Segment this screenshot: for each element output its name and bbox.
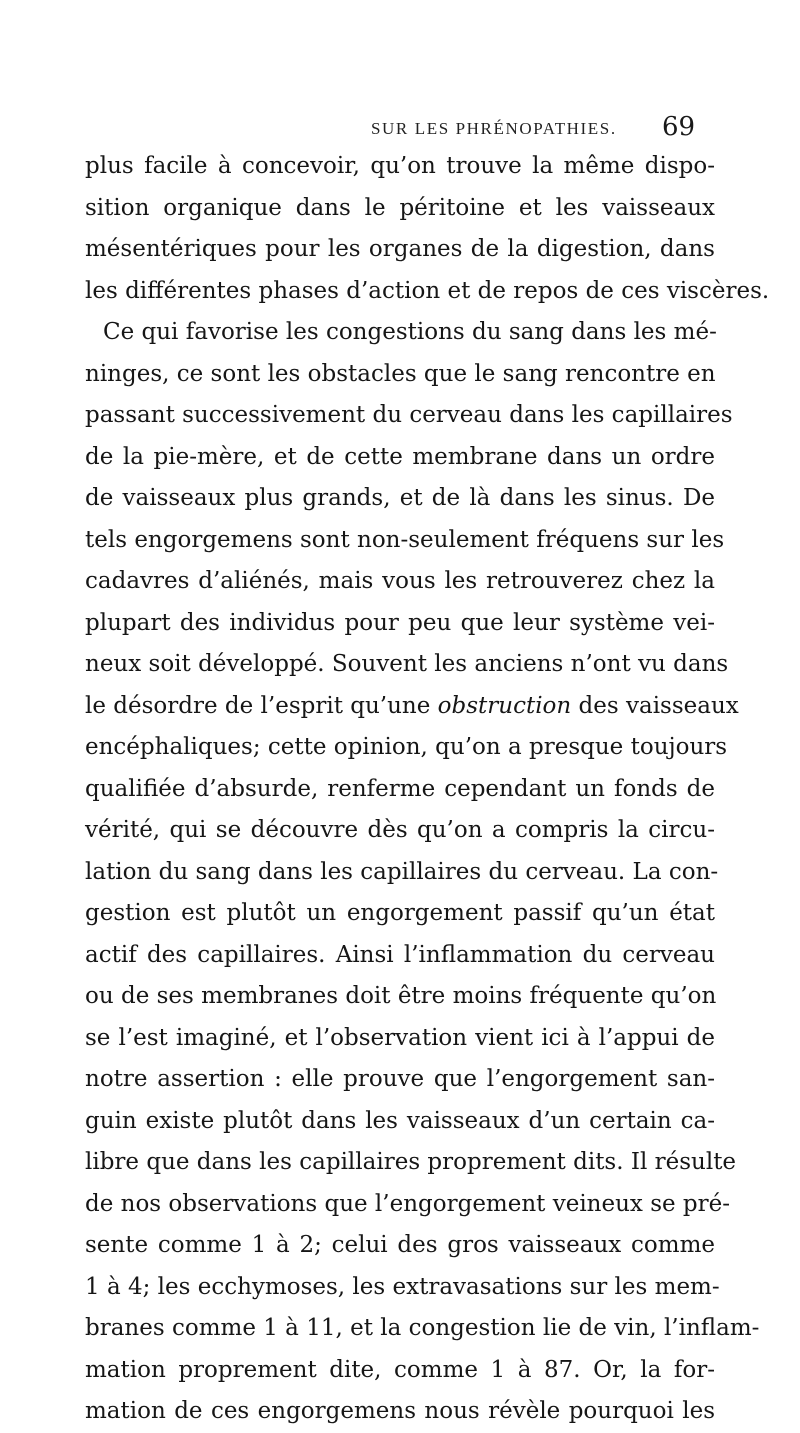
- text-line: mation de ces engorgemens nous révèle pourquoi les: [85, 1398, 715, 1424]
- text-segment: le désordre de l’esprit qu’une: [85, 692, 438, 719]
- text-line: ninges, ce sont les obstacles que le sang rencontre en: [85, 360, 716, 387]
- text-line: [85, 686, 739, 728]
- text-line: les différentes phases d’action et de repos de ces viscères.: [85, 277, 770, 304]
- text-line: qualifiée d’absurde, renferme cependant un fonds de: [85, 775, 715, 802]
- text-line: mation proprement dite, comme 1 à 87. Or, la for-: [85, 1356, 715, 1383]
- text-line: libre que dans les capillaires proprement dits. Il résulte: [85, 1149, 737, 1175]
- text-line: notre assertion : elle prouve que l’engorgement san-: [85, 1066, 715, 1092]
- text-line: tels engorgemens sont non-seulement fréquens sur les: [85, 526, 725, 553]
- text-line: encéphaliques; cette opinion, qu’on a presque toujours: [85, 734, 728, 760]
- text-line: passant successivement du cerveau dans les capillaires: [85, 402, 733, 428]
- text-line: branes comme 1 à 11, et la congestion lie de vin, l’inflam-: [85, 1315, 760, 1341]
- text-line: Ce qui favorise les congestions du sang dans les mé-: [103, 319, 717, 345]
- text-line: gestion est plutôt un engorgement passif qu’un état: [85, 900, 715, 926]
- text-line: de vaisseaux plus grands, et de là dans les sinus. De: [85, 485, 715, 511]
- text-line: actif des capillaires. Ainsi l’inflammation du cerveau: [85, 941, 715, 968]
- text-line: mésentériques pour les organes de la digestion, dans: [85, 236, 715, 262]
- text-line: ou de ses membranes doit être moins fréquente qu’on: [85, 983, 717, 1009]
- text-line: guin existe plutôt dans les vaisseaux d’un certain ca-: [85, 1107, 715, 1134]
- italic-word: obstruction: [437, 692, 572, 719]
- running-head: [0, 112, 800, 145]
- running-title: SUR LES PHRÉNOPATHIES.: [371, 119, 617, 138]
- text-line: neux soit développé. Souvent les anciens n’ont vu dans: [85, 651, 729, 677]
- text-segment: des vaisseaux: [571, 692, 739, 719]
- text-line: se l’est imaginé, et l’observation vient ici à l’appui de: [85, 1024, 715, 1051]
- text-line: plupart des individus pour peu que leur système vei-: [85, 609, 715, 636]
- page-number: 69: [662, 112, 696, 142]
- text-line: de nos observations que l’engorgement veineux se pré-: [85, 1190, 731, 1217]
- text-line: vérité, qui se découvre dès qu’on a compris la circu-: [85, 817, 715, 843]
- text-line: de la pie-mère, et de cette membrane dans un ordre: [85, 443, 715, 470]
- text-line: sente comme 1 à 2; celui des gros vaisseaux comme: [85, 1232, 715, 1258]
- text-line: lation du sang dans les capillaires du cerveau. La con-: [85, 858, 719, 885]
- body-text: [85, 146, 770, 1433]
- text-line: 1 à 4; les ecchymoses, les extravasations sur les mem-: [85, 1273, 720, 1300]
- text-line: sition organique dans le péritoine et les vaisseaux: [85, 194, 715, 221]
- text-line: plus facile à concevoir, qu’on trouve la même dispo-: [85, 153, 715, 179]
- text-line: cadavres d’aliénés, mais vous les retrouverez chez la: [85, 568, 715, 594]
